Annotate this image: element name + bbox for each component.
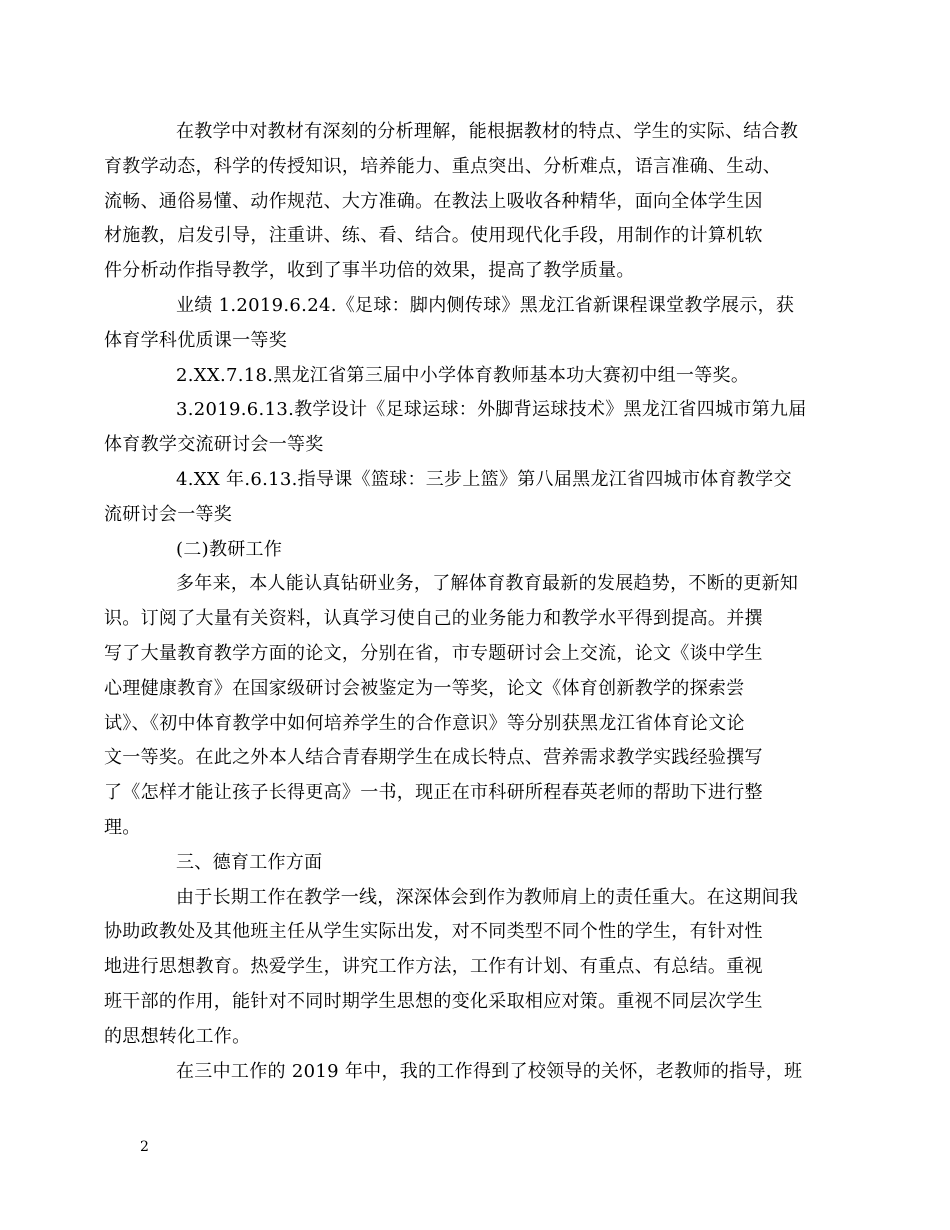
text-line: 由于长期工作在教学一线，深深体会到作为教师肩上的责任重大。在这期间我 (176, 886, 799, 908)
text-line: 材施教，启发引导，注重讲、练、看、结合。使用现代化手段，用制作的计算机软 (104, 225, 763, 247)
text-line: 试》、《初中体育教学中如何培养学生的合作意识》等分别获黑龙江省体育论文论 (104, 712, 745, 734)
text-line: 了《怎样才能让孩子长得更高》一书，现正在市科研所程春英老师的帮助下进行整 (104, 782, 763, 804)
paragraph (140, 359, 820, 394)
paragraph (104, 393, 820, 463)
text-line: 协助政教处及其他班主任从学生实际出发，对不同类型不同个性的学生，有针对性 (104, 921, 763, 943)
paragraph (104, 881, 820, 1055)
paragraph (104, 289, 820, 359)
paragraph (104, 115, 820, 289)
text-line: 3.2019.6.13.教学设计《足球运球：外脚背运球技术》黑龙江省四城市第九届 (176, 399, 807, 421)
text-line: 流畅、通俗易懂、动作规范、大方准确。在教法上吸收各种精华，面向全体学生因 (104, 190, 763, 212)
text-line: (二)教研工作 (176, 538, 283, 560)
text-line: 三、德育工作方面 (176, 851, 323, 873)
paragraph (104, 567, 820, 845)
paragraph (140, 846, 820, 881)
text-line: 在三中工作的 2019 年中，我的工作得到了校领导的关怀，老教师的指导，班 (176, 1060, 803, 1082)
document-body (104, 115, 820, 1089)
text-line: 班干部的作用，能针对不同时期学生思想的变化采取相应对策。重视不同层次学生 (104, 990, 763, 1012)
text-line: 文一等奖。在此之外本人结合青春期学生在成长特点、营养需求教学实践经验撰写 (104, 747, 763, 769)
text-line: 育教学动态，科学的传授知识，培养能力、重点突出、分析难点，语言准确、生动、 (104, 155, 782, 177)
text-line: 体育教学交流研讨会一等奖 (104, 434, 324, 456)
text-line: 体育学科优质课一等奖 (104, 329, 287, 351)
text-line: 多年来，本人能认真钻研业务，了解体育教育最新的发展趋势，不断的更新知 (176, 573, 799, 595)
text-line: 写了大量教育教学方面的论文，分别在省，市专题研讨会上交流，论文《谈中学生 (104, 642, 763, 664)
text-line: 识。订阅了大量有关资料，认真学习使自己的业务能力和教学水平得到提高。并撰 (104, 608, 763, 630)
text-line: 的思想转化工作。 (104, 1025, 251, 1047)
text-line: 在教学中对教材有深刻的分析理解，能根据教材的特点、学生的实际、结合教 (176, 121, 799, 142)
paragraph (140, 1055, 820, 1090)
text-line: 心理健康教育》在国家级研讨会被鉴定为一等奖，论文《体育创新教学的探索尝 (104, 677, 745, 699)
text-line: 流研讨会一等奖 (104, 503, 233, 525)
text-line: 地进行思想教育。热爱学生，讲究工作方法，工作有计划、有重点、有总结。重视 (104, 956, 763, 978)
paragraph (140, 533, 820, 568)
paragraph (104, 463, 820, 533)
text-line: 业绩 1.2019.6.24.《足球：脚内侧传球》黑龙江省新课程课堂教学展示，获 (176, 294, 795, 316)
text-line: 2.XX.7.18.黑龙江省第三届中小学体育教师基本功大赛初中组一等奖。 (176, 364, 750, 386)
text-line: 件分析动作指导教学，收到了事半功倍的效果，提高了教学质量。 (104, 260, 635, 282)
page-number: 2 (140, 1139, 149, 1155)
text-line: 理。 (104, 816, 141, 838)
text-line: 4.XX 年.6.13.指导课《篮球：三步上篮》第八届黑龙江省四城市体育教学交 (176, 468, 792, 490)
